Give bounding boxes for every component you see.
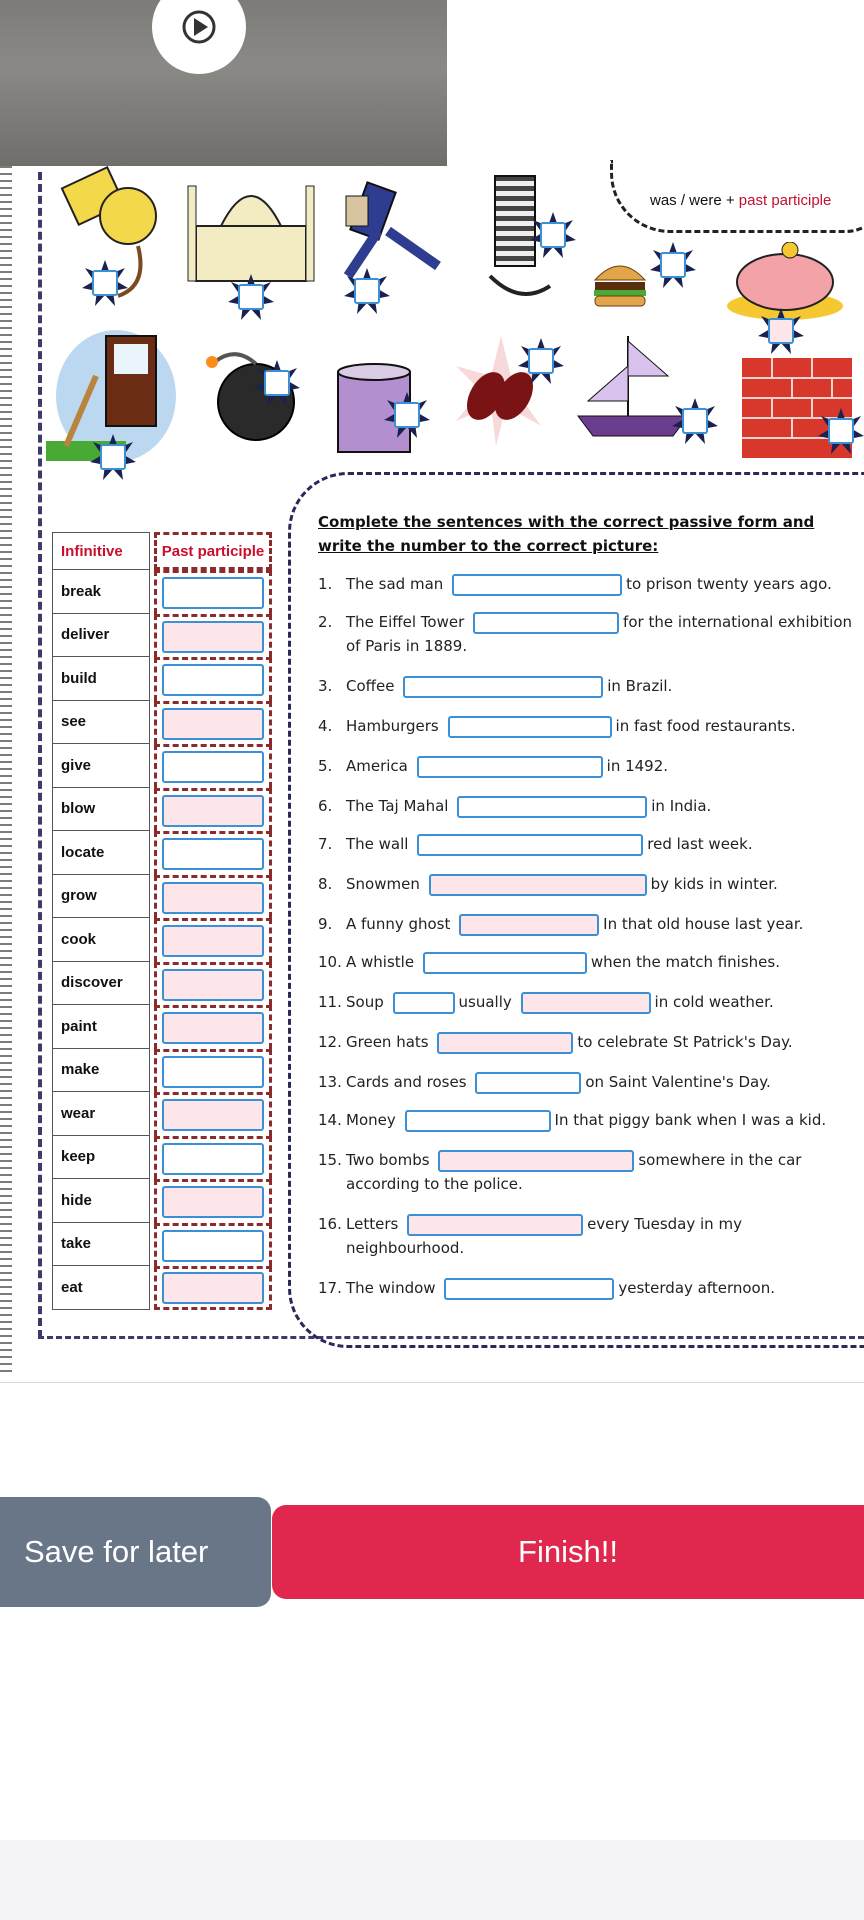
sentence-1: 1. The sad man to prison twenty years ago. [318, 572, 858, 596]
participle-input[interactable] [162, 708, 264, 740]
picture-answer-box[interactable] [82, 260, 128, 306]
formula-text [650, 192, 831, 209]
instruction-text: Complete the sentences with the correct passive form and write the number to the correct picture: [318, 513, 815, 555]
verb-table [52, 532, 272, 1310]
answer-input[interactable] [473, 612, 619, 634]
play-icon [179, 7, 219, 47]
answer-input[interactable] [448, 716, 612, 738]
sentence-4: 4. Hamburgers in fast food restaurants. [318, 714, 858, 738]
participle-input[interactable] [162, 664, 264, 696]
answer-input[interactable] [457, 796, 647, 818]
header-past-participle: Past participle [154, 532, 272, 570]
video-preview[interactable] [0, 0, 447, 166]
sentence-5: 5. America in 1492. [318, 754, 858, 778]
participle-input[interactable] [162, 1186, 264, 1218]
taj-mahal-picture [186, 166, 316, 286]
finish-button[interactable]: Finish!! [272, 1505, 864, 1599]
table-row: make [52, 1049, 272, 1093]
sentence-9: 9. A funny ghost In that old house last year. [318, 912, 858, 936]
answer-input[interactable] [521, 992, 651, 1014]
table-row: keep [52, 1136, 272, 1180]
picture-answer-box[interactable] [530, 212, 576, 258]
spiral-binding [0, 166, 12, 1376]
picture-answer-box[interactable] [344, 268, 390, 314]
table-row: eat [52, 1266, 272, 1310]
participle-input[interactable] [162, 1056, 264, 1088]
sheet-divider [0, 1382, 864, 1383]
answer-input[interactable] [417, 834, 643, 856]
sentence-12: 12. Green hats to celebrate St Patrick's Day. [318, 1030, 858, 1054]
sentence-16: 16. Letters every Tuesday in my neighbourhood. [318, 1215, 742, 1257]
picture-answer-box[interactable] [228, 274, 274, 320]
answer-input[interactable] [429, 874, 647, 896]
participle-input[interactable] [162, 621, 264, 653]
table-row: paint [52, 1005, 272, 1049]
answer-input[interactable] [444, 1278, 614, 1300]
table-row: blow [52, 788, 272, 832]
participle-input[interactable] [162, 1099, 264, 1131]
picture-answer-box[interactable] [254, 360, 300, 406]
sentence-14: 14. Money In that piggy bank when I was a kid. [318, 1108, 858, 1132]
picture-answer-box[interactable] [90, 434, 136, 480]
picture-answer-box[interactable] [384, 392, 430, 438]
table-row: discover [52, 962, 272, 1006]
answer-input[interactable] [403, 676, 603, 698]
formula-past-participle: past participle [738, 192, 832, 209]
sentence-6: 6. The Taj Mahal in India. [318, 794, 858, 818]
picture-answer-box[interactable] [758, 308, 804, 354]
answer-input[interactable] [405, 1110, 551, 1132]
picture-answer-box[interactable] [818, 408, 864, 454]
participle-input[interactable] [162, 1272, 264, 1304]
answer-input[interactable] [423, 952, 587, 974]
picture-answer-box[interactable] [518, 338, 564, 384]
table-row: cook [52, 918, 272, 962]
participle-input[interactable] [162, 577, 264, 609]
participle-input[interactable] [162, 1230, 264, 1262]
save-for-later-button[interactable]: Save for later [0, 1497, 271, 1607]
table-row: wear [52, 1092, 272, 1136]
hamburger-picture [590, 252, 650, 312]
table-header [52, 532, 272, 570]
participle-input[interactable] [162, 882, 264, 914]
sentence-10: 10. A whistle when the match finishes. [318, 950, 858, 974]
picture-answer-box[interactable] [672, 398, 718, 444]
sentence-11: 11. Soup usually in cold weather. [318, 990, 858, 1014]
table-row: locate [52, 831, 272, 875]
table-row: build [52, 657, 272, 701]
footer-band [0, 1840, 864, 1920]
play-button[interactable] [152, 0, 246, 74]
header-infinitive: Infinitive [52, 532, 150, 570]
answer-input[interactable] [407, 1214, 583, 1236]
worksheet [0, 166, 864, 1382]
answer-input[interactable] [452, 574, 622, 596]
answer-input[interactable] [475, 1072, 581, 1094]
answer-input[interactable] [417, 756, 603, 778]
formula-prefix: was / were + [650, 192, 739, 209]
sentence-3: 3. Coffee in Brazil. [318, 674, 858, 698]
sentence-17: 17. The window yesterday afternoon. [318, 1276, 858, 1300]
answer-input[interactable] [437, 1032, 573, 1054]
answer-input[interactable] [459, 914, 599, 936]
participle-input[interactable] [162, 1143, 264, 1175]
table-row: take [52, 1223, 272, 1267]
frame-border [38, 172, 42, 1338]
sentence-7: 7. The wall red last week. [318, 832, 858, 856]
table-row: see [52, 701, 272, 745]
participle-input[interactable] [162, 838, 264, 870]
sentence-8: 8. Snowmen by kids in winter. [318, 872, 858, 896]
table-row: grow [52, 875, 272, 919]
table-row: break [52, 570, 272, 614]
table-row: deliver [52, 614, 272, 658]
table-row: give [52, 744, 272, 788]
sentence-13: 13. Cards and roses on Saint Valentine's Day. [318, 1070, 858, 1094]
sentence-15: 15. Two bombs somewhere in the car according to the police. [318, 1151, 802, 1193]
participle-input[interactable] [162, 1012, 264, 1044]
sentence-2: 2. The Eiffel Tower for the international exhibition of Paris in 1889. [318, 613, 853, 655]
participle-input[interactable] [162, 795, 264, 827]
picture-answer-box[interactable] [650, 242, 696, 288]
answer-input[interactable] [438, 1150, 634, 1172]
participle-input[interactable] [162, 751, 264, 783]
table-row: hide [52, 1179, 272, 1223]
answer-input[interactable] [393, 992, 455, 1014]
participle-input[interactable] [162, 925, 264, 957]
participle-input[interactable] [162, 969, 264, 1001]
